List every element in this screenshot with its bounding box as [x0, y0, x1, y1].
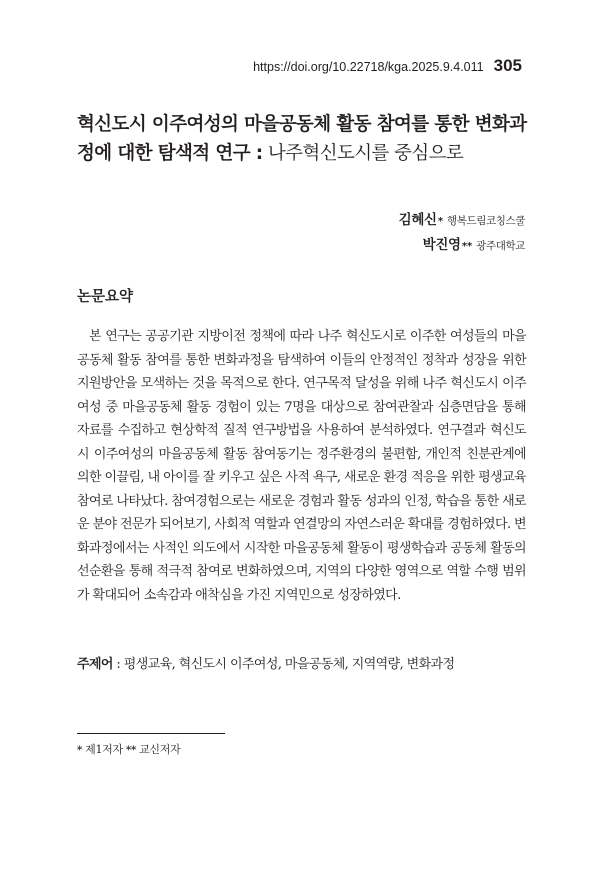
abstract-body: 본 연구는 공공기관 지방이전 정책에 따라 나주 혁신도시로 이주한 여성들의 마을공동체 활동 참여를 통한 변화과정을 탐색하여 이들의 안정적인 정착과 성장을 위한 지원방안을 모색하는 것을 목적으로 한다. 연구목적 달성을 위해 나주 혁신도시 이주여성 중 마을공동체 활동 경험이 있는 7명을 대상으로 참여관찰과 심층면담을 통해 자료를 수집하고 현상학적 질적 연구방법을 사용하여 분석하였다. 연구결과 혁신도시 이주여성의 마을공동체 활동 참여동기는 정주환경의 불편함, 개인적 친분관계에 의한 이끌림, 내 아이를 잘 키우고 싶은 사적 욕구, 새로운 환경 적응을 위한 평생교육 참여로 나타났다. 참여경험으로는 새로운 경험과 활동 성과의 인정, 학습을 통한 새로운 분야 전문가 되어보기, 사회적 역할과 연결망의 자연스러운 확대를 경험하였다. 변화과정에서는 사적인 의도에서 시작한 마을공동체 활동이 평생학습과 공동체 활동의 선순환을 통해 적극적 참여로 변화하였으며, 지역의 다양한 영역으로 역할 수행 범위가 확대되어 소속감과 애착심을 가진 지역민으로 성장하였다. — [77, 329, 526, 603]
footnote-divider — [77, 733, 225, 734]
author-mark: * — [437, 216, 444, 227]
title-main: 혁신도시 이주여성의 마을공동체 활동 참여를 통한 변화과정에 대한 탐색적 연구 : — [77, 114, 527, 164]
footnote — [77, 741, 180, 757]
footnote-corresponding-author: 교신저자 — [139, 743, 181, 756]
abstract-heading: 논문요약 — [77, 289, 134, 305]
paper-title — [77, 110, 537, 168]
author-affiliation: 광주대학교 — [476, 240, 525, 252]
footnote-mark: * — [77, 745, 82, 756]
keywords — [77, 653, 537, 672]
doi-link[interactable]: https://doi.org/10.22718/kga.2025.9.4.011 — [253, 60, 484, 74]
title-subtitle: 나주혁신도시를 중심으로 — [267, 143, 464, 164]
keywords-label: 주제어 — [77, 657, 113, 672]
keywords-text: 평생교육, 혁신도시 이주여성, 마을공동체, 지역역량, 변화과정 — [123, 657, 455, 672]
footnote-mark: ** — [126, 745, 136, 756]
footnote-first-author: 제1저자 — [85, 743, 123, 756]
keywords-separator: : — [112, 657, 124, 672]
author-mark: ** — [461, 241, 473, 252]
author-entry — [399, 233, 525, 258]
page-number: 305 — [493, 56, 522, 75]
author-entry — [399, 208, 525, 233]
author-affiliation: 행복드림코칭스쿨 — [447, 215, 525, 227]
author-name: 김혜신 — [398, 212, 437, 228]
author-name: 박진영 — [422, 237, 461, 253]
author-list — [399, 208, 525, 258]
page-header — [253, 56, 522, 76]
